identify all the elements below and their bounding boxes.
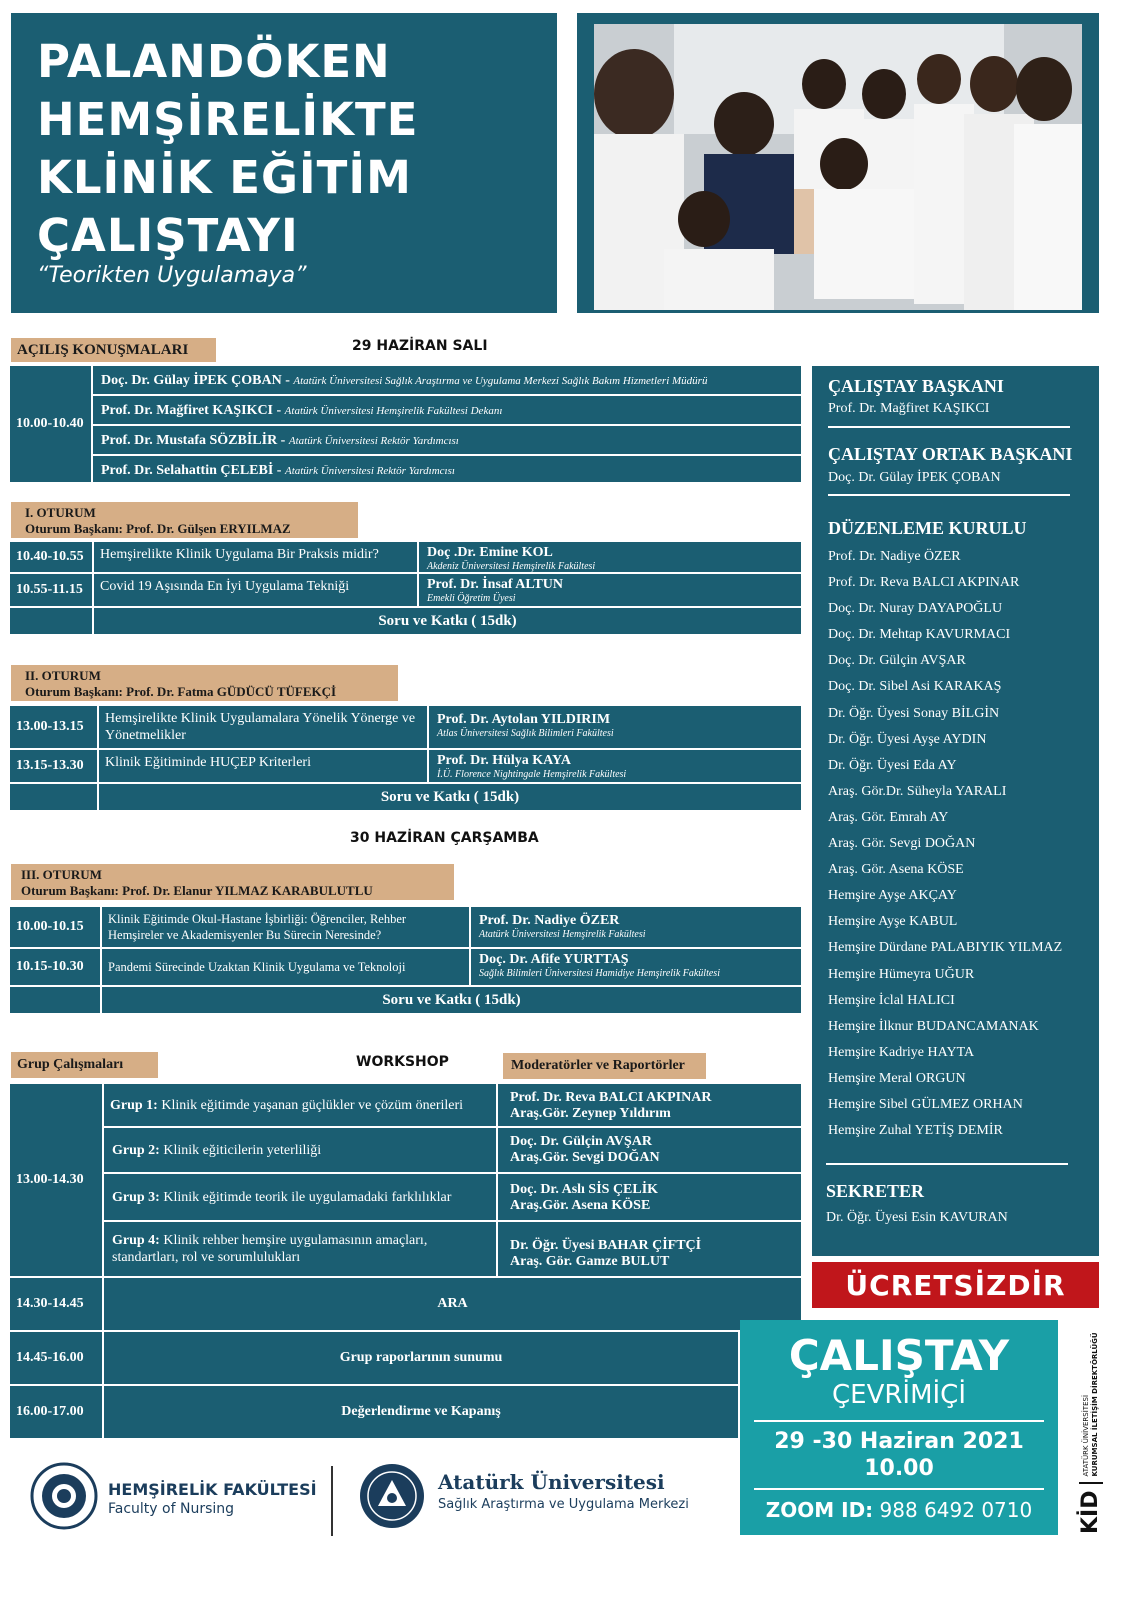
s1-row1-topic: Hemşirelikte Klinik Uygulama Bir Praksis midir? xyxy=(94,542,419,574)
group1-rap: Araş.Gör. Zeynep Yıldırım xyxy=(510,1106,671,1121)
group2-moderators xyxy=(498,1128,803,1174)
opening-speaker-1-affil: Atatürk Üniversitesi Sağlık Araştırma ve Uygulama Merkezi Sağlık Bakım Hizmetleri Müdürü xyxy=(293,375,708,387)
kid-line2: KURUMSAL İLETİŞİM DİREKTÖRLÜĞÜ xyxy=(1090,1332,1099,1477)
session1-label xyxy=(11,502,358,538)
committee-member: Hemşire Kadriye HAYTA xyxy=(828,1044,975,1060)
group4-name: Grup 4: xyxy=(112,1233,160,1248)
group3-rap: Araş.Gör. Asena KÖSE xyxy=(510,1198,651,1213)
s3-qa-spacer xyxy=(10,987,102,1015)
committee-member: Dr. Öğr. Üyesi Sonay BİLGİN xyxy=(828,705,1000,721)
divider xyxy=(828,426,1070,428)
group3-topic xyxy=(104,1174,498,1222)
s1-row1-name: Doç .Dr. Emine KOL xyxy=(427,545,553,560)
s1-row2-topic: Covid 19 Aşısında En İyi Uygulama Tekniği xyxy=(94,574,419,608)
s2-row2-affil: İ.Ü. Florence Nightingale Hemşirelik Fakültesi xyxy=(437,769,627,780)
s2-row1-affil: Atlas Üniversitesi Sağlık Bilimleri Fakültesi xyxy=(437,728,614,739)
s2-row1-speaker xyxy=(429,706,803,750)
faculty-name-en: Faculty of Nursing xyxy=(108,1501,235,1517)
closing-time: 16.00-17.00 xyxy=(10,1386,104,1440)
session2-chair: Oturum Başkanı: Prof. Dr. Fatma GÜDÜCÜ TÜFEKÇİ xyxy=(25,684,337,699)
committee-member: Hemşire Ayşe AKÇAY xyxy=(828,888,957,904)
workshop-title: WORKSHOP xyxy=(356,1054,449,1070)
event-info-mode: ÇEVRİMİÇİ xyxy=(831,1380,967,1410)
s3-row2-time: 10.15-10.30 xyxy=(10,949,102,987)
opening-speaker-3 xyxy=(93,426,803,456)
committee-member: Hemşire Meral ORGUN xyxy=(828,1070,966,1086)
copresident-title: ÇALIŞTAY ORTAK BAŞKANI xyxy=(828,444,1073,464)
committee-member: Araş. Gör.Dr. Süheyla YARALI xyxy=(828,783,1007,799)
opening-speaker-4-affil: Atatürk Üniversitesi Rektör Yardımcısı xyxy=(284,465,455,477)
s1-row2-name: Prof. Dr. İnsaf ALTUN xyxy=(427,577,564,592)
nursing-faculty-seal-icon xyxy=(30,1462,98,1530)
president-name: Prof. Dr. Mağfiret KAŞIKCI xyxy=(828,401,990,416)
moderators-label: Moderatörler ve Raportörler xyxy=(503,1053,706,1079)
s3-row1-affil: Atatürk Üniversitesi Hemşirelik Fakültesi xyxy=(479,929,646,940)
s1-qa: Soru ve Katkı ( 15dk) xyxy=(94,608,803,636)
s2-qa: Soru ve Katkı ( 15dk) xyxy=(99,784,803,812)
committee-member: Hemşire Ayşe KABUL xyxy=(828,914,958,930)
s2-row2-topic: Klinik Eğitiminde HUÇEP Kriterleri xyxy=(99,750,429,784)
group1-name: Grup 1: xyxy=(110,1097,158,1113)
committee-member: Hemşire Zuhal YETİŞ DEMİR xyxy=(828,1123,1003,1139)
divider xyxy=(828,494,1070,496)
group2-name: Grup 2: xyxy=(112,1142,160,1158)
session3-label xyxy=(11,864,454,900)
s3-row2-speaker xyxy=(471,949,803,987)
kid-text xyxy=(1082,1332,1100,1476)
workshop-label: Grup Çalışmaları xyxy=(11,1052,158,1078)
title-line-2: HEMŞİRELİKTE xyxy=(37,93,419,146)
committee-member: Prof. Dr. Reva BALCI AKPINAR xyxy=(828,575,1020,591)
s3-row2-name: Doç. Dr. Afife YURTTAŞ xyxy=(479,952,629,967)
s3-row2-topic: Pandemi Sürecinde Uzaktan Klinik Uygulama ve Teknoloji xyxy=(102,949,471,987)
committee-member: Hemşire Sibel GÜLMEZ ORHAN xyxy=(828,1096,1023,1112)
photo-frame xyxy=(577,13,1099,313)
committee-member: Araş. Gör. Emrah AY xyxy=(828,809,949,825)
committee-member: Hemşire Hümeyra UĞUR xyxy=(828,966,975,982)
committee-member: Hemşire İclal HALICI xyxy=(828,992,955,1008)
group4-moderators xyxy=(498,1222,803,1278)
kid-logo-block xyxy=(1066,1322,1103,1534)
committee-member: Doç. Dr. Gülçin AVŞAR xyxy=(828,653,966,669)
s1-row2-affil: Emekli Öğretim Üyesi xyxy=(427,593,516,604)
s2-row1-topic: Hemşirelikte Klinik Uygulamalara Yönelik Yönerge ve Yönetmelikler xyxy=(99,706,429,750)
copresident-name: Doç. Dr. Gülay İPEK ÇOBAN xyxy=(828,470,1001,485)
s1-row2-time: 10.55-11.15 xyxy=(10,574,94,608)
session3-title: III. OTURUM xyxy=(21,867,102,882)
reports-label: Grup raporlarının sunumu xyxy=(104,1332,740,1386)
group1-topic xyxy=(104,1084,498,1128)
s1-row2-speaker xyxy=(419,574,803,608)
s2-qa-spacer xyxy=(10,784,99,812)
opening-label: AÇILIŞ KONUŞMALARI xyxy=(11,338,216,362)
break-label: ARA xyxy=(104,1278,803,1332)
title-line-4: ÇALIŞTAYI xyxy=(37,209,299,262)
committee-member: Dr. Öğr. Üyesi Eda AY xyxy=(828,757,957,773)
header-panel xyxy=(11,13,557,313)
s2-row2-speaker xyxy=(429,750,803,784)
session2-label xyxy=(11,665,398,701)
opening-speaker-4 xyxy=(93,456,803,484)
workshop-time: 13.00-14.30 xyxy=(10,1084,104,1278)
opening-speaker-1 xyxy=(93,366,803,396)
group1-mod: Prof. Dr. Reva BALCI AKPINAR xyxy=(510,1090,712,1105)
opening-speaker-4-name: Prof. Dr. Selahattin ÇELEBİ - xyxy=(101,463,282,478)
president-title: ÇALIŞTAY BAŞKANI xyxy=(828,376,1004,396)
opening-time: 10.00-10.40 xyxy=(10,366,93,484)
university-name: Atatürk Üniversitesi xyxy=(438,1470,665,1494)
s3-row1-name: Prof. Dr. Nadiye ÖZER xyxy=(479,913,620,928)
divider xyxy=(754,1488,1044,1490)
group4-rap: Araş. Gör. Gamze BULUT xyxy=(510,1254,670,1269)
group2-topic xyxy=(104,1128,498,1174)
divider xyxy=(826,1163,1068,1165)
session1-title: I. OTURUM xyxy=(25,505,96,520)
committee-member: Dr. Öğr. Üyesi Ayşe AYDIN xyxy=(828,731,987,747)
divider xyxy=(754,1420,1044,1422)
event-subtitle: “Teorikten Uygulamaya” xyxy=(37,263,307,288)
group4-text: Klinik rehber hemşire uygulamasının amaçları, standartları, rol ve sorumlulukları xyxy=(112,1233,428,1265)
s3-qa: Soru ve Katkı ( 15dk) xyxy=(102,987,803,1015)
event-info-panel xyxy=(740,1320,1058,1535)
committee-member: Doç. Dr. Mehtap KAVURMACI xyxy=(828,627,1011,643)
group3-text: Klinik eğitimde teorik ile uygulamadaki farklılıklar xyxy=(163,1189,452,1205)
opening-speaker-2 xyxy=(93,396,803,426)
committee-list xyxy=(828,544,1062,1144)
free-badge: ÜCRETSİZDİR xyxy=(812,1262,1099,1308)
group4-mod: Dr. Öğr. Üyesi BAHAR ÇİFTÇİ xyxy=(510,1238,702,1253)
s1-qa-spacer xyxy=(10,608,94,636)
s1-row1-time: 10.40-10.55 xyxy=(10,542,94,574)
s2-row1-time: 13.00-13.15 xyxy=(10,706,99,750)
committee-member: Hemşire Dürdane PALABIYIK YILMAZ xyxy=(828,940,1063,956)
zoom-id xyxy=(740,1498,1058,1522)
group2-text: Klinik eğiticilerin yeterliliği xyxy=(163,1142,322,1158)
nursing-students-photo xyxy=(594,24,1082,310)
s3-row1-topic: Klinik Eğitimde Okul-Hastane İşbirliği: Öğrenciler, Rehber Hemşireler ve Akademisyenler Bu Sürecin Neresinde? xyxy=(102,907,471,949)
break-time: 14.30-14.45 xyxy=(10,1278,104,1332)
committee-member: Doç. Dr. Sibel Asi KARAKAŞ xyxy=(828,679,1002,695)
session2-title: II. OTURUM xyxy=(25,668,101,683)
session3-chair: Oturum Başkanı: Prof. Dr. Elanur YILMAZ KARABULUTLU xyxy=(21,883,373,898)
footer-divider xyxy=(331,1466,333,1536)
kid-vertical xyxy=(1078,1332,1103,1534)
committee-member: Prof. Dr. Nadiye ÖZER xyxy=(828,549,961,564)
s3-row2-affil: Sağlık Bilimleri Üniversitesi Hamidiye Hemşirelik Fakültesi xyxy=(479,968,720,979)
event-info-title: ÇALIŞTAY xyxy=(788,1331,1010,1380)
zoom-label: ZOOM ID: xyxy=(765,1498,874,1522)
kid-line1: ATATÜRK ÜNİVERSİTESİ xyxy=(1081,1394,1090,1477)
committee-sidebar xyxy=(812,366,1099,1256)
reports-time: 14.45-16.00 xyxy=(10,1332,104,1386)
s1-row1-speaker xyxy=(419,542,803,574)
s3-row1-speaker xyxy=(471,907,803,949)
ataturk-university-seal-icon xyxy=(358,1462,426,1530)
zoom-number: 988 6492 0710 xyxy=(879,1498,1033,1522)
group2-rap: Araş.Gör. Sevgi DOĞAN xyxy=(510,1150,660,1165)
closing-label: Değerlendirme ve Kapanış xyxy=(104,1386,740,1440)
faculty-name: HEMŞİRELİK FAKÜLTESİ xyxy=(108,1480,317,1499)
group4-topic xyxy=(104,1222,498,1278)
s3-row1-time: 10.00-10.15 xyxy=(10,907,102,949)
event-title xyxy=(37,33,418,265)
title-line-1: PALANDÖKEN xyxy=(37,35,391,88)
opening-speaker-3-affil: Atatürk Üniversitesi Rektör Yardımcısı xyxy=(288,435,459,447)
opening-speaker-1-name: Doç. Dr. Gülay İPEK ÇOBAN - xyxy=(101,373,290,388)
group3-mod: Doç. Dr. Aslı SİS ÇELİK xyxy=(510,1182,659,1197)
group3-name: Grup 3: xyxy=(112,1189,160,1205)
opening-speaker-2-affil: Atatürk Üniversitesi Hemşirelik Fakültesi Dekanı xyxy=(284,405,503,417)
opening-speaker-3-name: Prof. Dr. Mustafa SÖZBİLİR - xyxy=(101,433,286,448)
s2-row1-name: Prof. Dr. Aytolan YILDIRIM xyxy=(437,712,611,727)
committee-title: DÜZENLEME KURULU xyxy=(828,518,1027,538)
day1-heading: 29 HAZİRAN SALI xyxy=(352,338,488,354)
kid-logo: KİD xyxy=(1078,1490,1103,1534)
day2-heading: 30 HAZİRAN ÇARŞAMBA xyxy=(350,830,539,846)
title-line-3: KLİNİK EĞİTİM xyxy=(37,151,412,204)
group2-mod: Doç. Dr. Gülçin AVŞAR xyxy=(510,1134,652,1149)
group3-moderators xyxy=(498,1174,803,1222)
committee-member: Araş. Gör. Sevgi DOĞAN xyxy=(828,836,976,852)
committee-member: Hemşire İlknur BUDANCAMANAK xyxy=(828,1018,1039,1034)
opening-speaker-2-name: Prof. Dr. Mağfiret KAŞIKCI - xyxy=(101,403,282,418)
secretary-title: SEKRETER xyxy=(826,1181,925,1201)
secretary-name: Dr. Öğr. Üyesi Esin KAVURAN xyxy=(826,1210,1008,1225)
s1-row1-affil: Akdeniz Üniversitesi Hemşirelik Fakültesi xyxy=(427,561,596,572)
committee-member: Araş. Gör. Asena KÖSE xyxy=(828,862,964,878)
session1-chair: Oturum Başkanı: Prof. Dr. Gülşen ERYILMAZ xyxy=(25,521,291,536)
committee-member: Doç. Dr. Nuray DAYAPOĞLU xyxy=(828,601,1003,617)
group1-text: Klinik eğitimde yaşanan güçlükler ve çözüm önerileri xyxy=(161,1097,464,1113)
group1-moderators xyxy=(498,1084,803,1128)
event-time: 10.00 xyxy=(864,1456,934,1481)
divider xyxy=(1079,1483,1103,1485)
s2-row2-time: 13.15-13.30 xyxy=(10,750,99,784)
s2-row2-name: Prof. Dr. Hülya KAYA xyxy=(437,753,571,768)
research-center-name: Sağlık Araştırma ve Uygulama Merkezi xyxy=(438,1497,689,1512)
event-dates: 29 -30 Haziran 2021 xyxy=(774,1429,1024,1454)
